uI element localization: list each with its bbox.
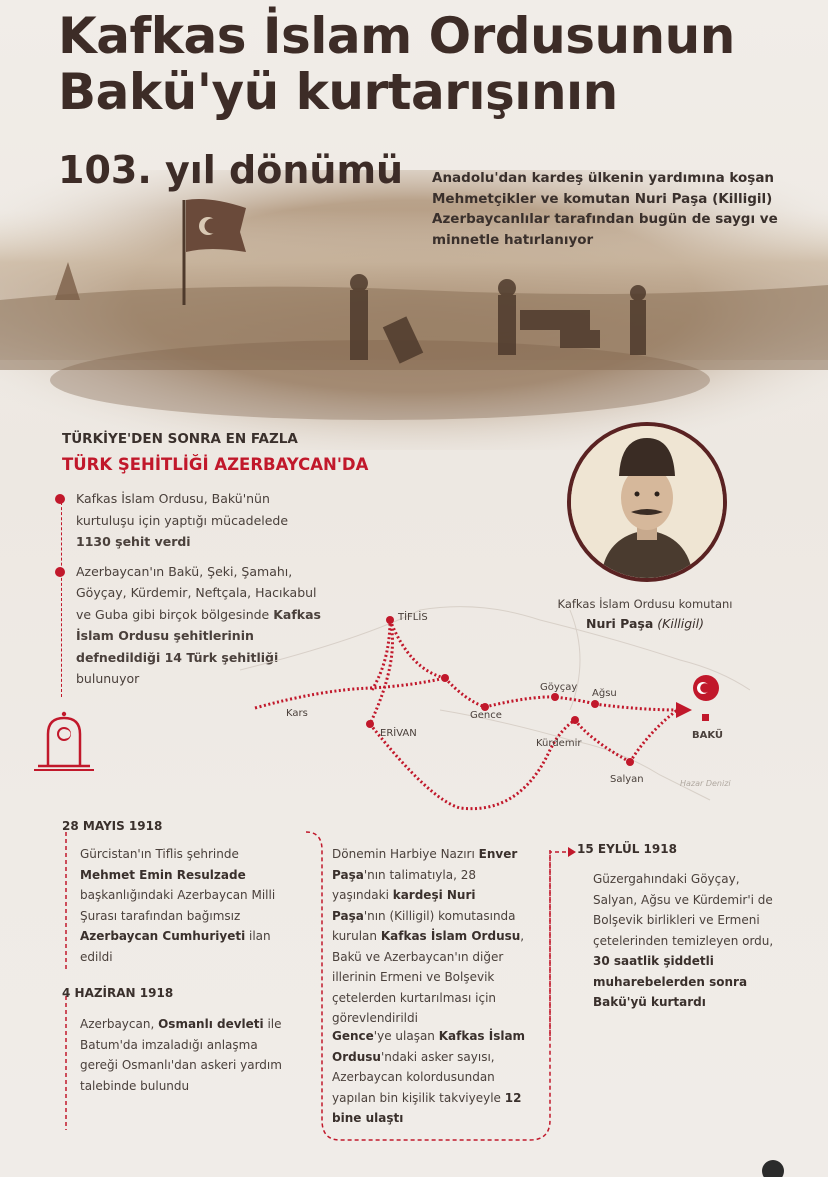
bullet-text: Kafkas İslam Ordusu, Bakü'nün kurtuluşu için yaptığı mücadelede (76, 491, 289, 528)
event-bold-text: Gence (332, 1029, 374, 1043)
route-kurdemir-salyan (575, 720, 630, 762)
nuri-pasa-portrait (567, 422, 727, 582)
portrait-image (571, 426, 723, 578)
event-bold-text: Kafkas İslam Ordusu (332, 1029, 526, 1064)
arrow-head-icon (568, 847, 576, 857)
marker-gence-west (441, 674, 449, 682)
event-text: ilan edildi (80, 929, 271, 964)
route-salyan-baku (630, 708, 680, 762)
portrait-name-suffix: (Killigil) (657, 616, 705, 631)
martyrs-heading-red: TÜRK ŞEHİTLİĞİ AZERBAYCAN'DA (62, 455, 369, 474)
bullet-text: bulunuyor (76, 671, 140, 686)
city-label-kurdemir: Kürdemir (536, 738, 582, 749)
city-label-gence: Gence (470, 710, 502, 721)
bullet-bold-text: 1130 şehit verdi (76, 534, 191, 549)
route-agsu-baku (595, 704, 680, 710)
martyrs-heading-small: TÜRKİYE'DEN SONRA EN FAZLA (62, 431, 298, 447)
martyr-grave-icon (32, 710, 96, 772)
event-text: , Bakü ve Azerbaycan'ın diğer illerinin Ermeni ve Bolşevik çetelerden kurtarılması için görevlendirildi (332, 929, 525, 1025)
event-text-15-september (593, 869, 783, 1013)
event-bold-text: 30 saatlik şiddetli muharebelerden sonra Bakü'yü kurtardı (593, 954, 748, 1009)
marker-goycay (551, 693, 559, 701)
title-line-2: Bakü'yü kurtarışının (58, 63, 618, 121)
event-bold-text: Mehmet Emin Resulzade (80, 867, 246, 882)
city-label-tiflis: TİFLİS (398, 612, 428, 623)
page-title (58, 8, 735, 120)
route-gence-agsu (485, 697, 595, 707)
route-arrow-icon (676, 702, 692, 718)
route-map (240, 600, 750, 820)
city-label-baku: BAKÜ (692, 730, 724, 741)
route-kars-gence (255, 678, 445, 708)
event-text: 'nın (Killigil) komutasında kurulan (332, 908, 516, 943)
event-text: 'ndaki asker sayısı, Azerbaycan kolordusundan yapılan bin kişilik takviyeyle (332, 1049, 505, 1105)
event-text-enver-pasa (332, 844, 532, 1029)
title-line-1: Kafkas İslam Ordusunun (58, 7, 735, 65)
event-bold-text: Osmanlı devleti (158, 1017, 264, 1031)
city-label-kars: Kars (286, 708, 308, 719)
lede-text: Anadolu'dan kardeş ülkenin yardımına koşan Mehmetçikler ve komutan Nuri Paşa (Killigil) Azerbaycanlılar tarafından bugün de saygı ve minnetle hatırlanıyor (432, 170, 778, 248)
agency-logo-icon (762, 1160, 784, 1177)
city-label-goycay: Göyçay (540, 682, 578, 693)
bullet-bold-text: Kafkas İslam Ordusu şehitlerinin defnedildiği 14 Türk şehitliği (76, 606, 321, 665)
event-text: Gürcistan'ın Tiflis şehrinde (80, 847, 239, 861)
portrait-name-bold: Nuri Paşa (585, 616, 654, 631)
route-tiflis-gence (390, 620, 445, 678)
sea-label: Hazar Denizi (680, 779, 731, 788)
baku-flag-icon (693, 675, 719, 701)
city-label-salyan: Salyan (610, 774, 644, 785)
marker-baku (702, 714, 709, 721)
marker-tiflis (386, 616, 394, 624)
city-label-agsu: Ağsu (592, 688, 617, 699)
event-text: Dönemin Harbiye Nazırı (332, 847, 479, 861)
event-text: Azerbaycan, (80, 1017, 159, 1031)
route-to-gence (445, 678, 485, 707)
event-date-4-june: 4 HAZİRAN 1918 (62, 986, 174, 1000)
event-bold-text: Enver Paşa (332, 847, 518, 882)
marker-erivan (366, 720, 374, 728)
event-text: 'nın talimatıyla, 28 yaşındaki (332, 867, 476, 902)
portrait-caption: Kafkas İslam Ordusu komutanı (557, 597, 733, 611)
timeline-arrow (540, 836, 580, 1036)
event-bold-text: kardeşi Nuri Paşa (332, 888, 476, 923)
bullet-dot-icon (55, 494, 65, 504)
event-text-gence (332, 1026, 532, 1129)
bullet-text: Azerbaycan'ın Bakü, Şeki, Şamahı, Göyçay, Kürdemir, Neftçala, Hacıkabul ve Guba gibi birçok bölgesinde (76, 563, 317, 622)
event-date-28-may: 28 MAYIS 1918 (62, 819, 163, 833)
event-text-4-june (80, 1014, 295, 1096)
bullet-dot-icon (55, 567, 65, 577)
event-text-28-may (80, 844, 295, 967)
event-text: ile Batum'da imzaladığı anlaşma gereği Osmanlı'dan askeri yardım talebinde bulundu (80, 1017, 282, 1093)
martyrs-bullet (55, 488, 325, 553)
page-subtitle: 103. yıl dönümü (58, 148, 404, 192)
event-text: Güzergahındaki Göyçay, Salyan, Ağsu ve Kürdemir'i de Bolşevik birlikleri ve Ermeni çetelerinden temizleyen ordu, (593, 872, 774, 948)
event-bold-text: 12 bine ulaştı (332, 1090, 522, 1125)
marker-kurdemir (571, 716, 579, 724)
marker-salyan (626, 758, 634, 766)
marker-agsu (591, 700, 599, 708)
event-text: 'ye ulaşan (373, 1029, 439, 1043)
event-text: başkanlığındaki Azerbaycan Milli Şurası tarafından bağımsız (80, 888, 276, 923)
route-tiflis-erivan (370, 620, 393, 724)
event-bold-text: Azerbaycan Cumhuriyeti (80, 929, 246, 943)
event-bold-text: Kafkas İslam Ordusu (380, 929, 521, 943)
event-date-15-september: 15 EYLÜL 1918 (577, 842, 677, 856)
city-label-erivan: ERİVAN (380, 728, 417, 739)
